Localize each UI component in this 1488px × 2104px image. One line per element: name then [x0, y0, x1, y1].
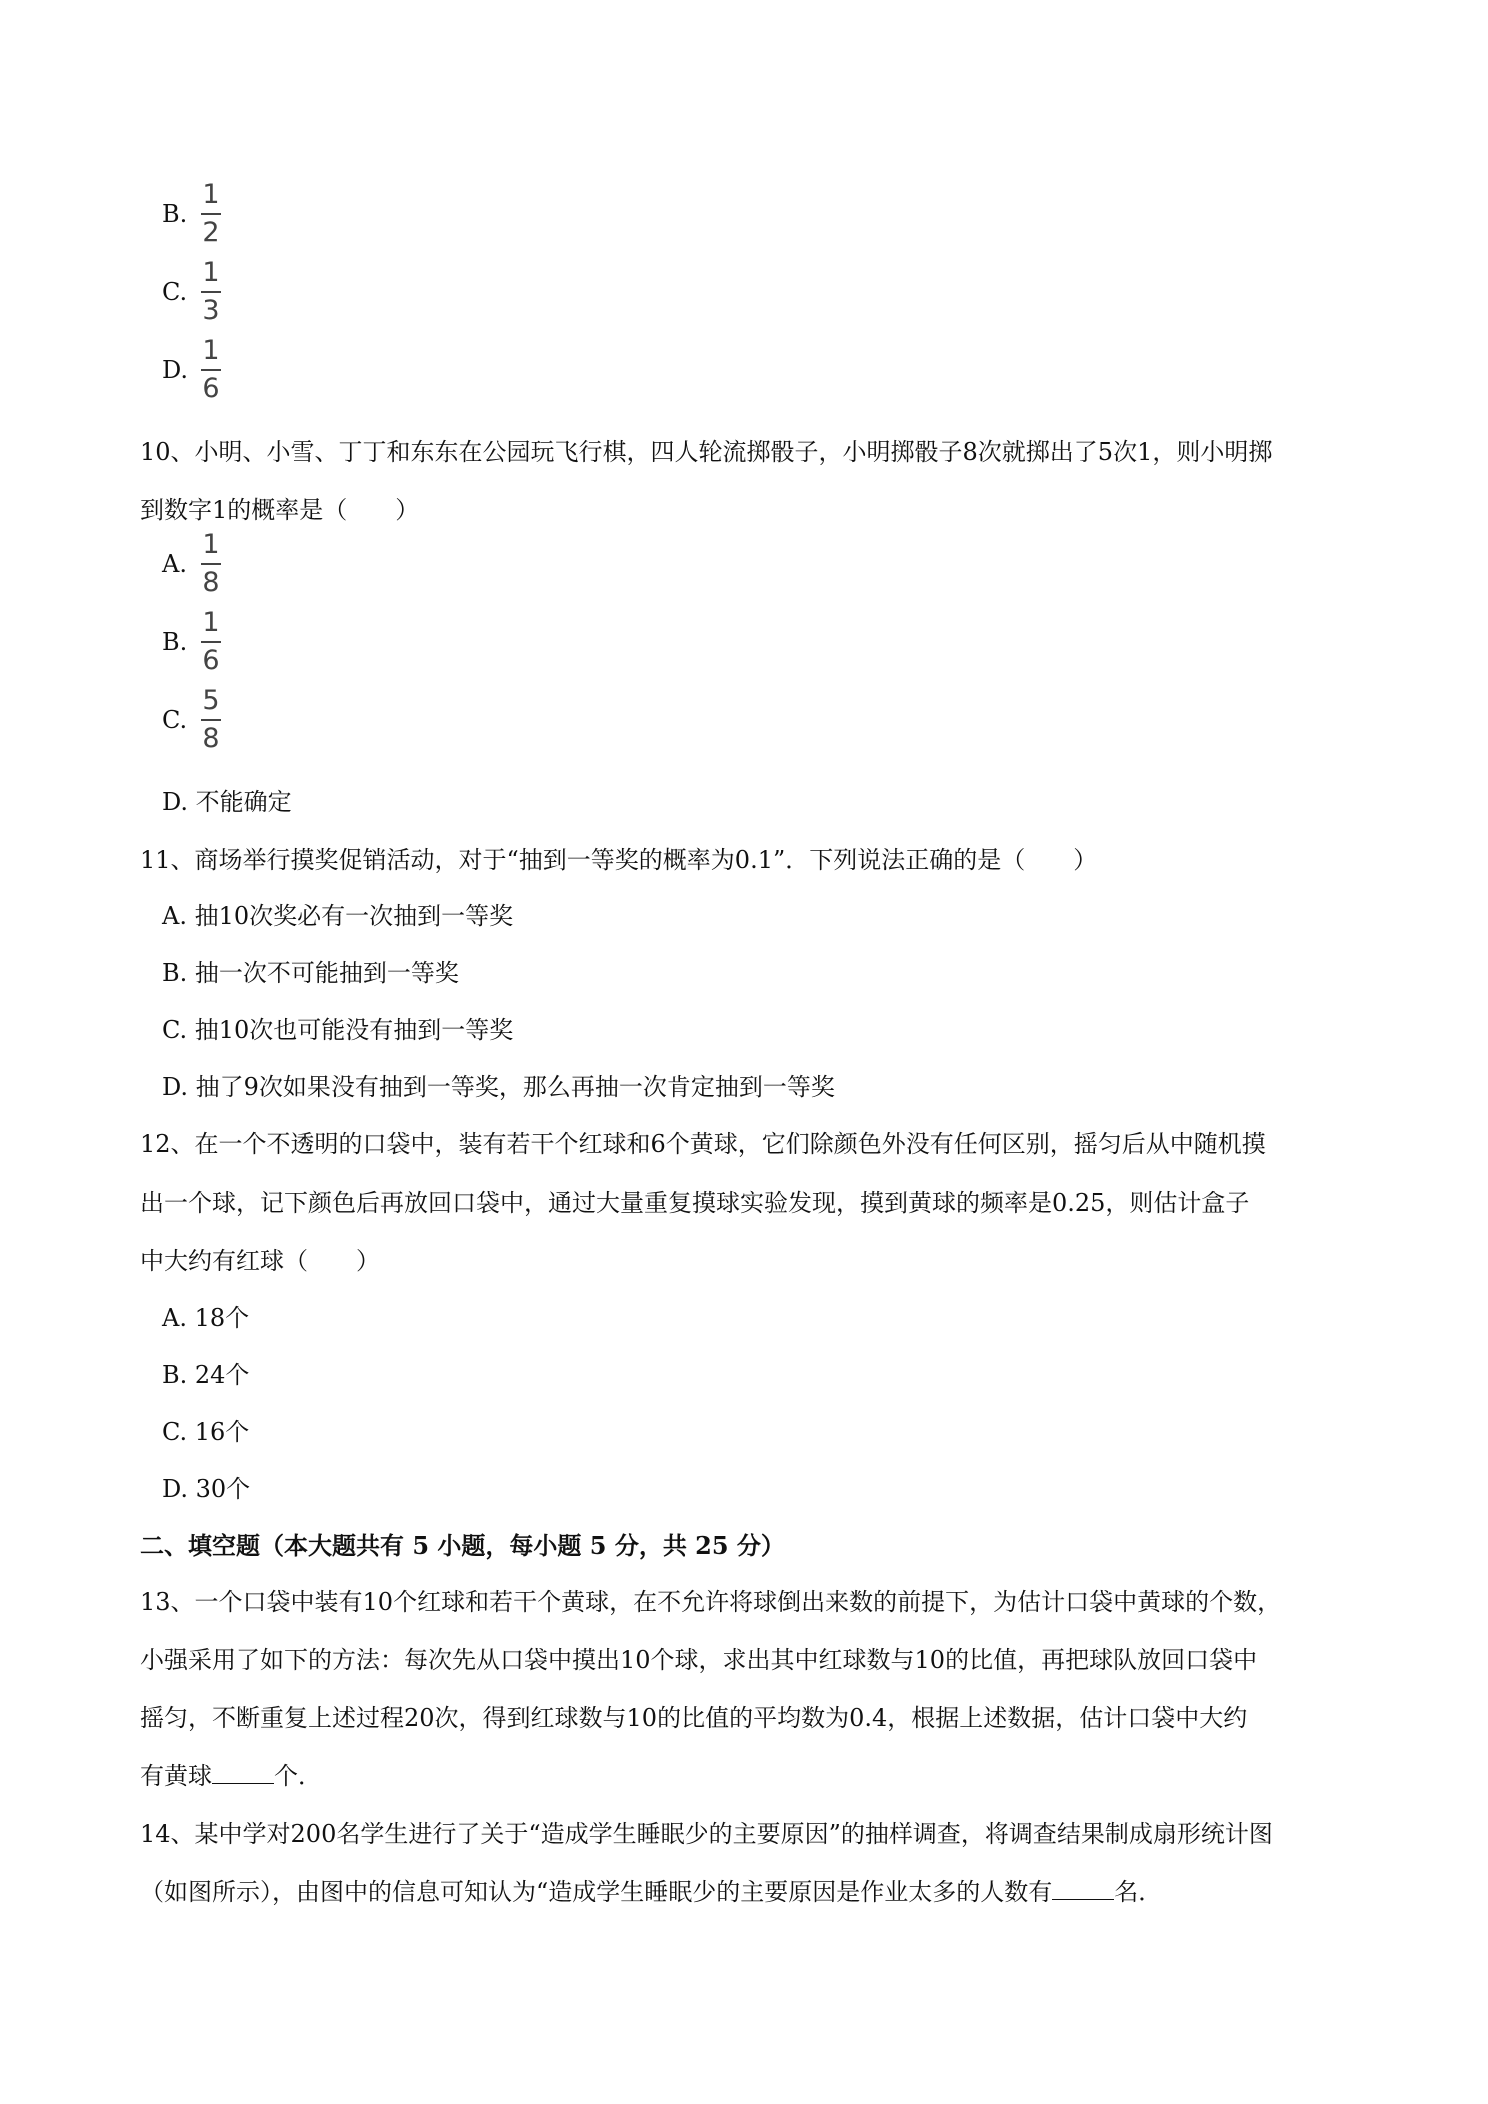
q11-stem: 11、商场举行摸奖促销活动，对于“抽到一等奖的概率为0.1”．下列说法正确的是（ ） — [140, 846, 1098, 874]
q11-option-a: A. 抽10次奖必有一次抽到一等奖 — [162, 902, 514, 930]
fraction — [200, 684, 222, 756]
denominator: 3 — [202, 295, 220, 326]
q14-stem-line2 — [140, 1876, 1370, 1908]
denominator: 2 — [202, 217, 220, 248]
option-label: C. — [162, 706, 188, 734]
q12-option-a: A. 18个 — [162, 1304, 250, 1332]
numerator: 1 — [202, 529, 220, 560]
q10-stem-line2: 到数字1的概率是（ ） — [140, 496, 420, 524]
q12-option-c: C. 16个 — [162, 1418, 250, 1446]
answer-blank[interactable] — [212, 1761, 274, 1784]
option-label: B. — [162, 200, 188, 228]
q11-option-d: D. 抽了9次如果没有抽到一等奖，那么再抽一次肯定抽到一等奖 — [162, 1073, 835, 1101]
q14-stem-line1: 14、某中学对200名学生进行了关于“造成学生睡眠少的主要原因”的抽样调查，将调查结果制成扇形统计图 — [140, 1820, 1273, 1848]
q13-text-after-blank: 个． — [274, 1762, 322, 1790]
fraction-bar — [201, 291, 221, 293]
fraction-bar — [201, 213, 221, 215]
fraction-bar — [201, 563, 221, 565]
numerator: 5 — [202, 685, 220, 716]
denominator: 8 — [202, 567, 220, 598]
numerator: 1 — [202, 257, 220, 288]
q13-text-before-blank: 有黄球 — [140, 1762, 212, 1790]
answer-blank[interactable] — [1052, 1877, 1114, 1900]
fraction — [200, 528, 222, 600]
q12-option-d: D. 30个 — [162, 1475, 251, 1503]
fraction — [200, 178, 222, 250]
fraction — [200, 256, 222, 328]
numerator: 1 — [202, 179, 220, 210]
q14-text-before-blank: （如图所示），由图中的信息可知认为“造成学生睡眠少的主要原因是作业太多的人数有 — [140, 1878, 1053, 1906]
section-heading: 二、填空题（本大题共有 5 小题，每小题 5 分，共 25 分） — [140, 1531, 785, 1560]
q13-stem-line4 — [140, 1760, 1370, 1792]
option-label: C. — [162, 278, 188, 306]
q10-option-d: D. 不能确定 — [162, 788, 292, 816]
denominator: 6 — [202, 645, 220, 676]
fraction — [200, 334, 222, 406]
denominator: 6 — [202, 373, 220, 404]
fraction-bar — [201, 369, 221, 371]
q13-stem-line1: 13、一个口袋中装有10个红球和若干个黄球，在不允许将球倒出来数的前提下，为估计口袋中黄球的个数， — [140, 1588, 1282, 1616]
option-label: D. — [162, 356, 189, 384]
fraction — [200, 606, 222, 678]
q14-text-after-blank: 名． — [1114, 1878, 1163, 1906]
q12-stem-line2: 出一个球，记下颜色后再放回口袋中，通过大量重复摸球实验发现，摸到黄球的频率是0.25，则估计盒子 — [140, 1189, 1250, 1217]
q10-stem-line1: 10、小明、小雪、丁丁和东东在公园玩飞行棋，四人轮流掷骰子，小明掷骰子8次就掷出了5次1，则小明掷 — [140, 438, 1273, 466]
numerator: 1 — [202, 607, 220, 638]
fraction-bar — [201, 641, 221, 643]
q11-option-b: B. 抽一次不可能抽到一等奖 — [162, 959, 459, 987]
q11-option-c: C. 抽10次也可能没有抽到一等奖 — [162, 1016, 514, 1044]
option-label: B. — [162, 628, 188, 656]
q12-stem-line3: 中大约有红球（ ） — [140, 1247, 380, 1275]
q13-stem-line3: 摇匀，不断重复上述过程20次，得到红球数与10的比值的平均数为0.4，根据上述数据，估计口袋中大约 — [140, 1704, 1248, 1732]
denominator: 8 — [202, 723, 220, 754]
fraction-bar — [201, 719, 221, 721]
q12-stem-line1: 12、在一个不透明的口袋中，装有若干个红球和6个黄球，它们除颜色外没有任何区别，摇匀后从中随机摸 — [140, 1130, 1266, 1158]
q13-stem-line2: 小强采用了如下的方法：每次先从口袋中摸出10个球，求出其中红球数与10的比值，再把球队放回口袋中 — [140, 1646, 1258, 1674]
q12-option-b: B. 24个 — [162, 1361, 250, 1389]
numerator: 1 — [202, 335, 220, 366]
option-label: A. — [162, 550, 187, 578]
